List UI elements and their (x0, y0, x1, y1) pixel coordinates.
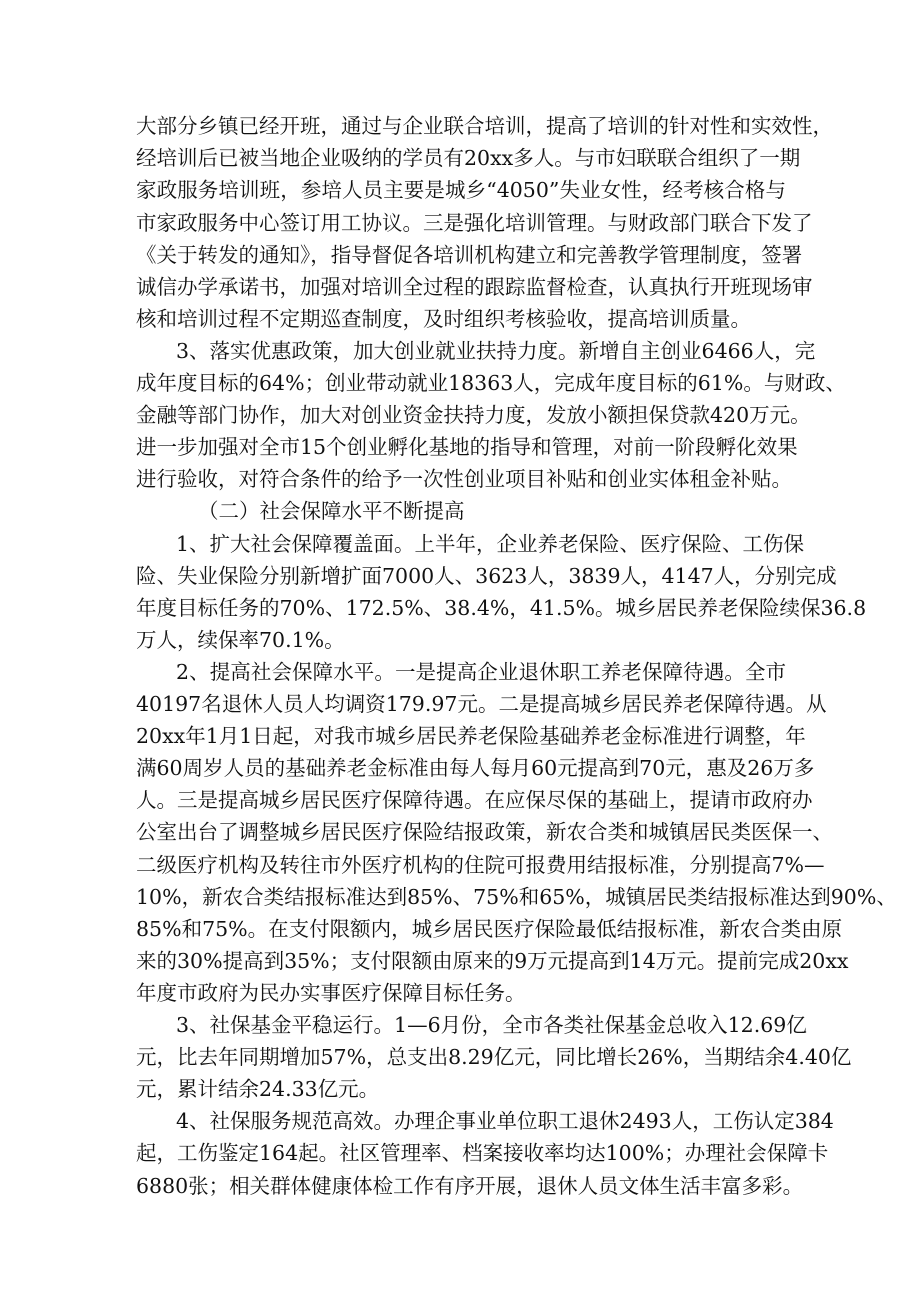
body-text-line: 市家政服务中心签订用工协议。三是强化培训管理。与财政部门联合下发了 (136, 211, 813, 235)
body-text-line: 来的30%提高到35%；支付限额由原来的9万元提高到14万元。提前完成20xx (136, 949, 849, 973)
body-text-line: 起，工伤鉴定164起。社区管理率、档案接收率均达100%；办理社会保障卡 (136, 1141, 829, 1165)
body-text-line: 成年度目标的64%；创业带动就业18363人，完成年度目标的61%。与财政、 (136, 371, 846, 395)
body-text-line: 元，比去年同期增加57%，总支出8.29亿元，同比增长26%，当期结余4.40亿 (136, 1045, 852, 1069)
body-text-line: 6880张；相关群体健康体检工作有序开展，退休人员文体生活丰富多彩。 (136, 1174, 804, 1198)
body-text-line: 40197名退休人员人均调资179.97元。二是提高城乡居民养老保障待遇。从 (136, 692, 827, 716)
body-text-line: 金融等部门协作，加大对创业资金扶持力度，发放小额担保贷款420万元。 (136, 403, 811, 427)
body-text-line: 公室出台了调整城乡居民医疗保险结报政策，新农合类和城镇居民类医保一、 (136, 820, 833, 844)
body-text-line: 满60周岁人员的基础养老金标准由每人每月60元提高到70元，惠及26万多 (136, 756, 815, 780)
body-text-line: 经培训后已被当地企业吸纳的学员有20xx多人。与市妇联联合组织了一期 (136, 146, 801, 170)
paragraph-first-line: 2、提高社会保障水平。一是提高企业退休职工养老保障待遇。全市 (176, 660, 786, 684)
body-text-line: 85%和75%。在支付限额内，城乡居民医疗保险最低结报标准，新农合类由原 (136, 917, 843, 941)
body-text-line: 人。三是提高城乡居民医疗保障待遇。在应保尽保的基础上，提请市政府办 (136, 788, 813, 812)
paragraph-first-line: 4、社保服务规范高效。办理企事业单位职工退休2493人，工伤认定384 (176, 1109, 834, 1133)
paragraph-first-line: 1、扩大社会保障覆盖面。上半年，企业养老保险、医疗保险、工伤保 (176, 532, 805, 556)
body-text-line: 进一步加强对全市15个创业孵化基地的指导和管理，对前一阶段孵化效果 (136, 435, 798, 459)
body-text-line: 核和培训过程不定期巡查制度，及时组织考核验收，提高培训质量。 (136, 307, 751, 331)
body-text-line: 年度市政府为民办实事医疗保障目标任务。 (136, 981, 526, 1005)
section-heading: （二）社会保障水平不断提高 (198, 499, 465, 523)
paragraph-first-line: 3、落实优惠政策，加大创业就业扶持力度。新增自主创业6466人，完 (176, 339, 816, 363)
body-text-line: 10%，新农合类结报标准达到85%、75%和65%，城镇居民类结报标准达到90%、 (136, 885, 897, 909)
body-text-line: 进行验收，对符合条件的给予一次性创业项目补贴和创业实体租金补贴。 (136, 467, 792, 491)
body-text-line: 大部分乡镇已经开班，通过与企业联合培训，提高了培训的针对性和实效性， (136, 114, 833, 138)
body-text-line: 险、失业保险分别新增扩面7000人、3623人，3839人，4147人，分别完成 (136, 564, 837, 588)
body-text-line: 家政服务培训班，参培人员主要是城乡“4050”失业女性，经考核合格与 (136, 178, 786, 202)
body-text-line: 诚信办学承诺书，加强对培训全过程的跟踪监督检查，认真执行开班现场审 (136, 275, 813, 299)
body-text-line: 二级医疗机构及转往市外医疗机构的住院可报费用结报标准，分别提高7%— (136, 853, 825, 877)
body-text-line: 年度目标任务的70%、172.5%、38.4%，41.5%。城乡居民养老保险续保36.8 (136, 596, 867, 620)
paragraph-first-line: 3、社保基金平稳运行。1—6月份，全市各类社保基金总收入12.69亿 (176, 1013, 807, 1037)
body-text-line: 万人，续保率70.1%。 (136, 628, 345, 652)
body-text-line: 《关于转发的通知》，指导督促各培训机构建立和完善教学管理制度，签署 (136, 243, 803, 267)
body-text-line: 元，累计结余24.33亿元。 (136, 1077, 380, 1101)
body-text-line: 20xx年1月1日起，对我市城乡居民养老保险基础养老金标准进行调整，年 (136, 724, 806, 748)
